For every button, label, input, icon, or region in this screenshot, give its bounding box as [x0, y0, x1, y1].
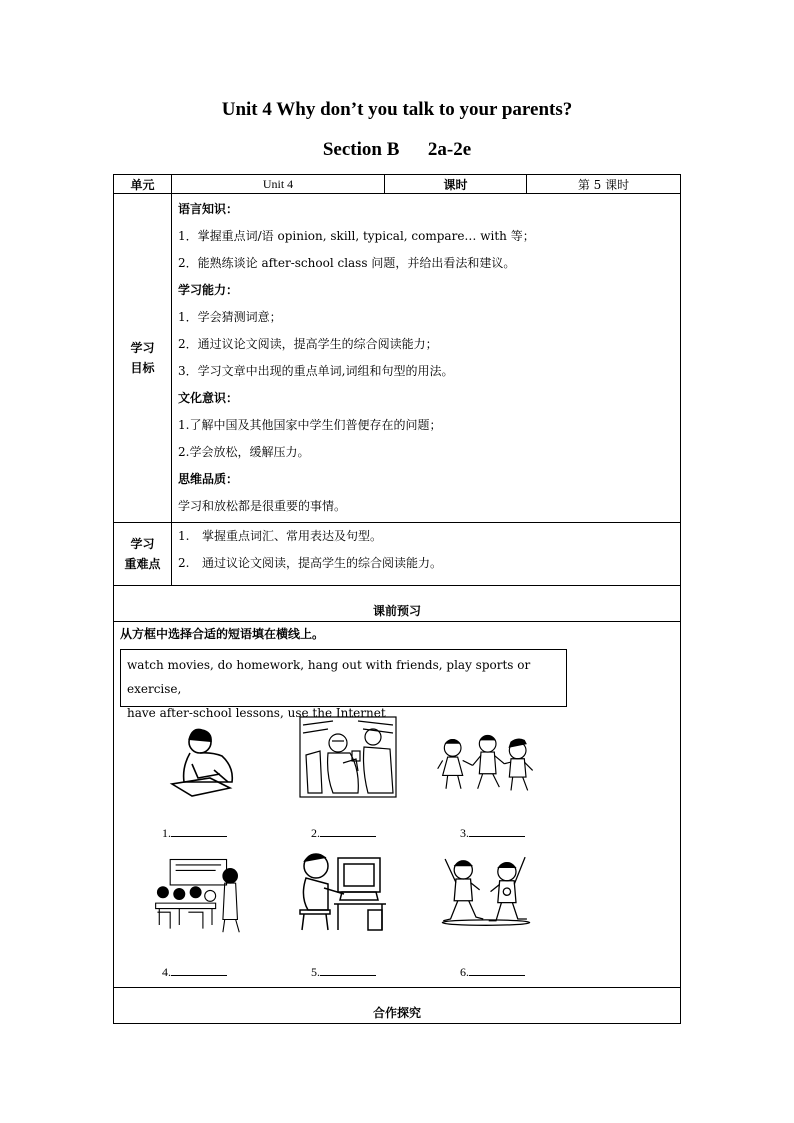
- picture-area: [114, 622, 680, 987]
- answer-line[interactable]: [469, 963, 525, 976]
- objectives-row: [114, 194, 681, 523]
- subtitle-text: Section B 2a-2e: [322, 139, 472, 160]
- phrase-line: watch movies, do homework, hang out with friends, play sports or exercise,: [127, 658, 531, 696]
- preview-title: 课前预习: [114, 586, 681, 622]
- header-row: [114, 175, 681, 194]
- answer-line[interactable]: [320, 963, 376, 976]
- blank-number: 1.: [162, 826, 171, 840]
- objective-heading: 文化意识：: [178, 391, 239, 405]
- phrase-box: [120, 649, 567, 720]
- objective-item: 2．能熟练谈论 after-school class 问题，并给出看法和建议。: [178, 256, 516, 270]
- objective-item: 2.学会放松，缓解压力。: [178, 445, 310, 459]
- objective-item: 1．学会猜测词意；: [178, 310, 282, 324]
- blank-1[interactable]: [162, 824, 227, 841]
- objectives-lines: [178, 196, 674, 520]
- phrase-line: have after-school lessons, use the Internet: [127, 706, 386, 720]
- objective-heading: 学习能力：: [178, 283, 239, 297]
- objectives-label: 学习 目标: [114, 194, 172, 523]
- coop-title-row: [114, 988, 681, 1024]
- movie-audience-illustration: [298, 715, 398, 800]
- period-value: 第 5 课时: [527, 175, 681, 194]
- unit-value: Unit 4: [172, 175, 385, 194]
- homework-illustration: [162, 722, 262, 807]
- exercise-illustration: [436, 846, 536, 931]
- keypoints-label: 学习 重难点: [114, 523, 172, 586]
- unit-label: 单元: [114, 175, 172, 194]
- keypoint-item: [172, 550, 680, 577]
- preview-title-row: [114, 586, 681, 622]
- classroom-illustration: [152, 852, 252, 937]
- objectives-content: [172, 194, 681, 523]
- answer-line[interactable]: [320, 824, 376, 837]
- blank-number: 2.: [311, 826, 320, 840]
- blank-number: 6.: [460, 965, 469, 979]
- cooperation-title: 合作探究: [114, 988, 681, 1024]
- blank-5[interactable]: [311, 963, 376, 980]
- preview-instruction: 从方框中选择合适的短语填在横线上。: [120, 627, 325, 641]
- friends-illustration: [436, 720, 536, 805]
- keypoint-num: 2.: [178, 556, 190, 570]
- keypoints-content: [172, 523, 681, 586]
- blank-number: 3.: [460, 826, 469, 840]
- objective-item: 3．学习文章中出现的重点单词,词组和句型的用法。: [178, 364, 454, 378]
- period-label: 课时: [385, 175, 527, 194]
- answer-line[interactable]: [171, 824, 227, 837]
- blank-6[interactable]: [460, 963, 525, 980]
- blank-3[interactable]: [460, 824, 525, 841]
- blank-2[interactable]: [311, 824, 376, 841]
- answer-line[interactable]: [171, 963, 227, 976]
- keypoint-item: [172, 523, 680, 550]
- computer-illustration: [294, 848, 394, 933]
- blank-4[interactable]: [162, 963, 227, 980]
- keypoint-text: 通过议论文阅读，提高学生的综合阅读能力。: [202, 556, 443, 570]
- objective-item: 1．掌握重点词/语 opinion, skill, typical, compare… with 等；: [178, 229, 535, 243]
- objective-item: 1.了解中国及其他国家中学生们普便存在的问题；: [178, 418, 442, 432]
- preview-content: [114, 622, 681, 988]
- lesson-plan-table: [113, 174, 681, 1024]
- blank-number: 4.: [162, 965, 171, 979]
- preview-content-row: [114, 622, 681, 988]
- objective-heading: 语言知识：: [178, 202, 239, 216]
- keypoint-num: 1.: [178, 529, 190, 543]
- objective-item: 学习和放松都是很重要的事情。: [178, 499, 347, 513]
- objective-heading: 思维品质：: [178, 472, 239, 486]
- keypoints-row: [114, 523, 681, 586]
- objective-item: 2．通过议论文阅读，提高学生的综合阅读能力；: [178, 337, 438, 351]
- page-title: Unit 4 Why don’t you talk to your parents?: [221, 99, 573, 120]
- section-subtitle: [0, 139, 794, 161]
- keypoint-text: 掌握重点词汇、常用表达及句型。: [202, 529, 383, 543]
- answer-line[interactable]: [469, 824, 525, 837]
- blank-number: 5.: [311, 965, 320, 979]
